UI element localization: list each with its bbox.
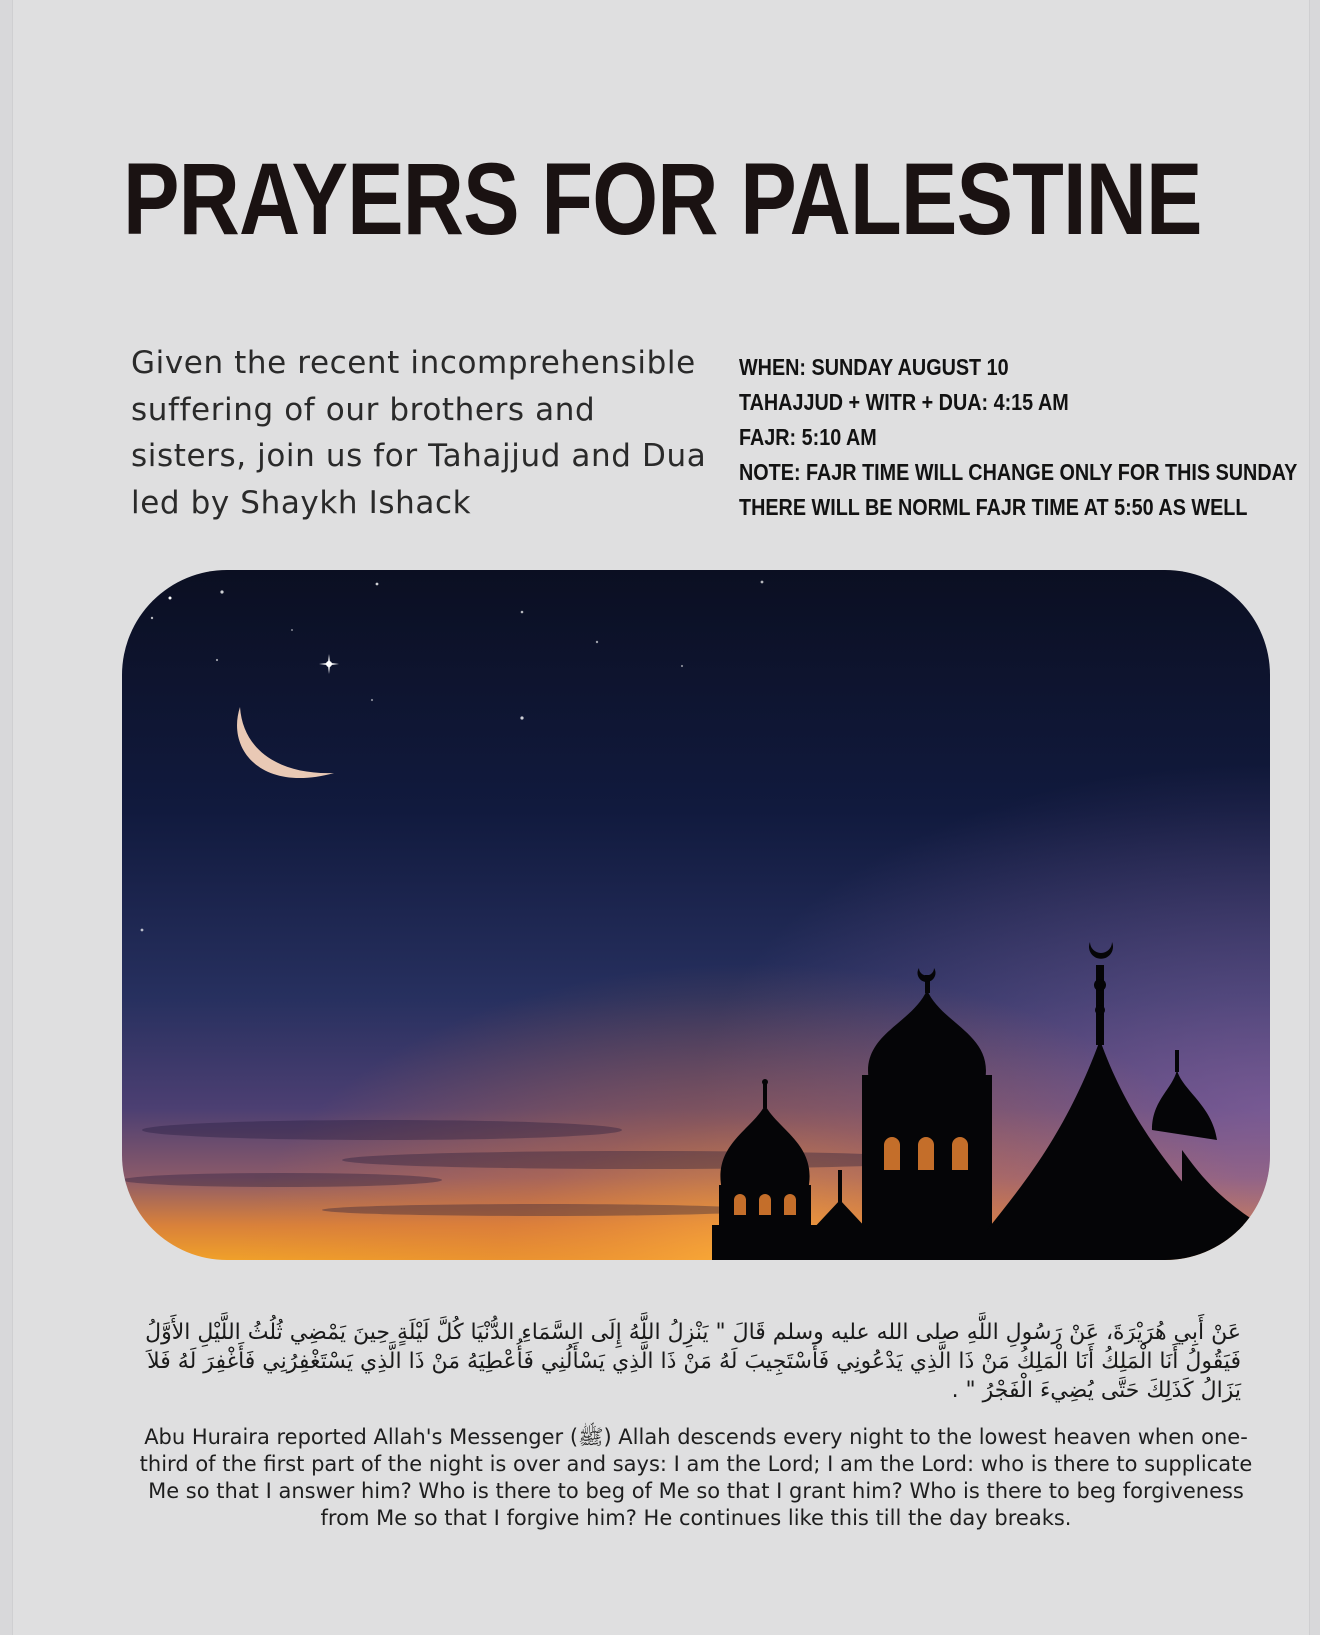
- detail-normal-fajr: THERE WILL BE NORML FAJR TIME AT 5:50 AS WELL: [739, 494, 1248, 520]
- page-title: PRAYERS FOR PALESTINE: [123, 142, 1202, 256]
- detail-note: NOTE: FAJR TIME WILL CHANGE ONLY FOR THIS SUNDAY: [739, 459, 1298, 485]
- intro-text: Given the recent incomprehensible suffering of our brothers and sisters, join us for Tahajjud and Dua led by Shaykh Ishack: [131, 345, 707, 521]
- event-details: [739, 350, 1299, 525]
- night-sky-mosque-image: [122, 570, 1270, 1260]
- hadith-arabic: عَنْ أَبِي هُرَيْرَةَ، عَنْ رَسُولِ اللَّهِ صلى الله عليه وسلم قَالَ " يَنْزِلُ اللَّهُ إِلَى السَّمَاءِ الدُّنْيَا كُلَّ لَيْلَةٍ حِينَ يَمْضِي ثُلُثُ اللَّيْلِ الأَوَّلُ فَيَقُولُ أَنَا الْمَلِكُ أَنَا الْمَلِكُ مَنْ ذَا الَّذِي يَدْعُونِي فَأَسْتَجِيبَ لَهُ مَنْ ذَا الَّذِي يَسْأَلُنِي فَأُعْطِيَهُ مَنْ ذَا الَّذِي يَسْتَغْفِرُنِي فَأَغْفِرَ لَهُ فَلاَ يَزَالُ كَذَلِكَ حَتَّى يُضِيءَ الْفَجْرُ " .: [145, 1320, 1241, 1403]
- poster-page: [12, 0, 1310, 1635]
- hadith-translation: Abu Huraira reported Allah's Messenger (ﷺ) Allah descends every night to the lowest heaven when one-third of the first part of the night is over and says: I am the Lord; I am the Lord: who is there to supplicate Me so that I answer him? Who is there to beg of Me so that I grant him? Who is there to beg forgiveness from Me so that I forgive him? He continues like this till the day breaks.: [139, 1425, 1253, 1530]
- detail-when: WHEN: SUNDAY AUGUST 10: [739, 354, 1009, 380]
- night-sky-illustration: [122, 570, 1270, 1260]
- detail-fajr-time: FAJR: 5:10 AM: [739, 424, 877, 450]
- detail-tahajjud-time: TAHAJJUD + WITR + DUA: 4:15 AM: [739, 389, 1069, 415]
